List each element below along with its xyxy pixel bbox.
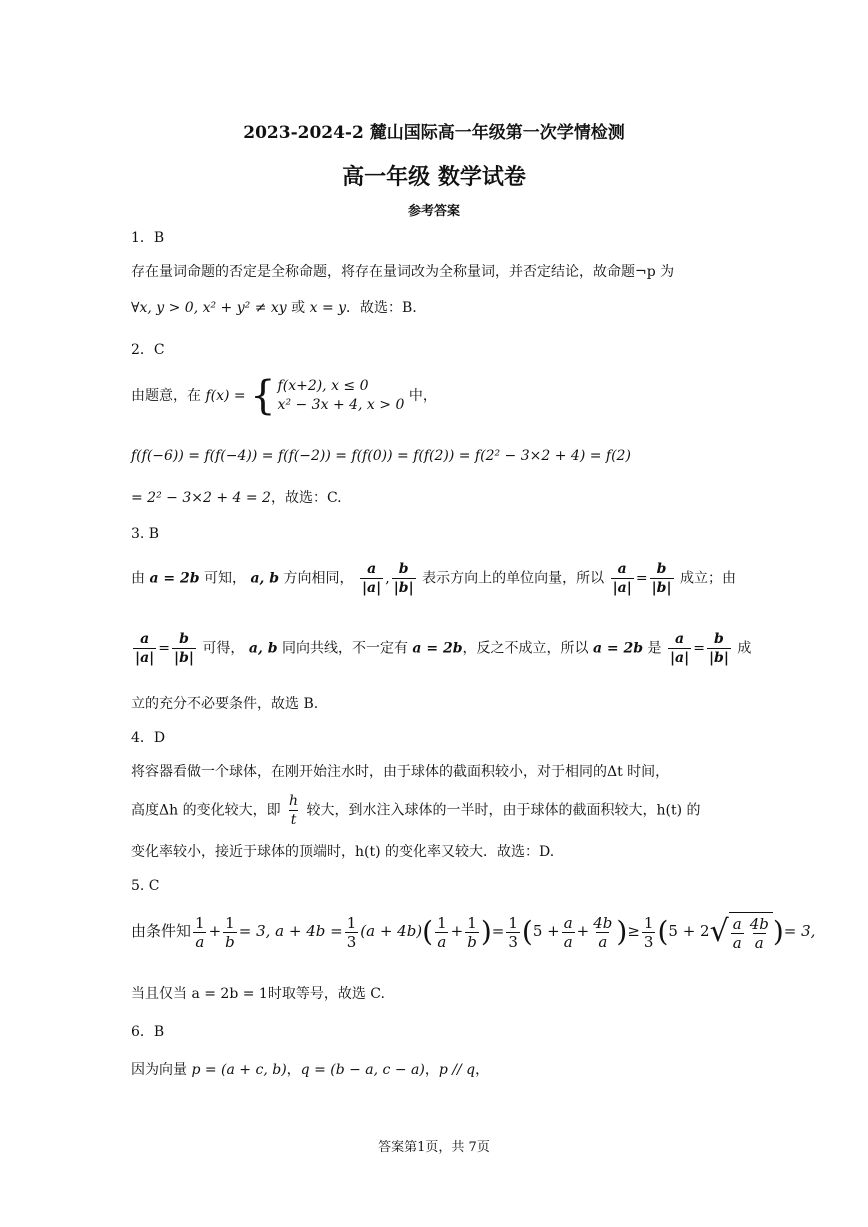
- q3-line1: 由 a = 2b 可知， a, b 方向相同， $\frac{a}{|a|}$ , $\frac{b}{|b|}$ 表示方向上的单位向量，所以 $\frac{a}{|a|}$ = $\frac{b}{|b|}$ 成立；由: [131, 561, 737, 596]
- q5-line2: 当且仅当 a = 2b = 1时取等号，故选 C.: [131, 986, 385, 1002]
- q3-l1-c: 方向相同，: [283, 570, 354, 587]
- q3-line2: $\frac{a}{|a|}$ = $\frac{b}{|b|}$ 可得， a, b 同向共线，不一定有 a = 2b，反之不成立，所以 a = 2b 是 $\frac{a}{|a|}$ = $\frac{b}{|b|}$ 成: [135, 631, 752, 666]
- answer-label: 参考答案: [407, 204, 460, 219]
- unit-vector-b: $\frac{b}{|b|}$: [174, 631, 194, 666]
- q1-line2: [131, 298, 741, 318]
- exam-title: 2023-2024-2 麓山国际高一年级第一次学情检测: [243, 123, 625, 143]
- q3-l2-d: 是: [647, 640, 662, 657]
- q1-line1: 存在量词命题的否定是全称命题，将存在量词改为全称量词，并否定结论，故命题¬p 为: [131, 264, 675, 280]
- q6-answer: 6．B: [131, 1024, 165, 1040]
- q2-chain-math: f(f(−6)) = f(f(−4)) = f(f(−2)) = f(f(0)) = f(f(2)) = f(2² − 3×2 + 4) = f(2): [131, 448, 631, 464]
- q1-equal-math: x = y: [309, 300, 347, 316]
- page-footer: 答案第1页，共 7页: [378, 1140, 490, 1155]
- q2-case1: f(x+2), x ≤ 0: [277, 378, 369, 394]
- q3-l2-c: ，反之不成立，所以: [462, 640, 589, 657]
- unit-vector-a: $\frac{a}{|a|}$: [135, 631, 155, 666]
- unit-vector-a: $\frac{a}{|a|}$: [612, 561, 632, 596]
- q6-p-vector: p = (a + c, b): [191, 1062, 287, 1078]
- q4-l2-b: 较大，到水注入球体的一半时，由于球体的截面积较大，h(t) 的: [306, 802, 701, 819]
- q6-parallel: p // q: [438, 1062, 476, 1078]
- q5-mid1: = 3, a + 4b =: [238, 922, 343, 940]
- unit-vector-a: $\frac{a}{|a|}$: [361, 561, 382, 596]
- q3-l1-a: 由: [131, 570, 145, 587]
- q2-result: [131, 488, 741, 508]
- unit-vector-a: $\frac{a}{|a|}$: [669, 631, 690, 666]
- h-over-t: $\frac{h}{t}$: [289, 793, 299, 828]
- left-brace: {: [250, 373, 276, 419]
- q2-result-end: ，故选：C.: [270, 490, 342, 506]
- unit-vector-b: $\frac{b}{|b|}$: [708, 631, 729, 666]
- q6-q-vector: q = (b − a, c − a): [300, 1062, 425, 1078]
- q2-fx: f(x) =: [205, 388, 246, 404]
- q2-result-math: = 2² − 3×2 + 4 = 2: [131, 490, 271, 506]
- q4-l2-a: 高度Δh 的变化较大，即: [131, 802, 281, 819]
- q1-answer: 1．B: [131, 230, 165, 246]
- q4-line3: 变化率较小，接近于球体的顶端时，h(t) 的变化率又较大．故选：D.: [131, 844, 555, 860]
- sqrt-symbol: √ $\frac{a}{a}$ $\frac{4b}{a}$: [710, 912, 773, 952]
- q5-tail: = 3,: [783, 922, 816, 940]
- q3-l2-b: 同向共线，不一定有: [281, 640, 408, 657]
- q2-piecewise-line: [131, 373, 741, 419]
- q1-negation-math: ∀x, y > 0, x² + y² ≠ xy: [131, 300, 287, 316]
- q5-answer: 5. C: [131, 878, 160, 894]
- q3-ab: a, b: [250, 570, 280, 587]
- exam-subtitle: 高一年级 数学试卷: [342, 164, 526, 190]
- q3-line3: 立的充分不必要条件，故选 B.: [131, 696, 319, 712]
- unit-vector-b: $\frac{b}{|b|}$: [393, 561, 414, 596]
- q4-answer: 4．D: [131, 730, 166, 746]
- q3-l1-e: 成立；由: [680, 570, 737, 587]
- q3-a-eq-2b: a = 2b: [149, 570, 200, 587]
- q4-line2: [131, 792, 741, 829]
- q3-l2-a: 可得，: [202, 640, 245, 657]
- q5-l1-a: 由条件知: [131, 922, 192, 940]
- q1-conclusion: ．故选：B．: [346, 300, 427, 316]
- q3-l1-b: 可知，: [204, 570, 246, 587]
- q5-mid2: (a + 4b): [360, 922, 423, 940]
- q4-line1: 将容器看做一个球体，在刚开始注水时，由于球体的截面积较小，对于相同的Δt 时间，: [131, 764, 670, 780]
- q3-answer: 3. B: [131, 526, 160, 542]
- q5-inequality: 由条件知 $\frac{1}{a}$ + $\frac{1}{b}$ = 3, a + 4b = $\frac{1}{3}$ (a + 4b)( $\frac{1}{a}$ + $\frac{1}{b}$ )= $\frac{1}{3}$ (5 + $\frac{a}{a}$ + $\frac{4b}{a}$ )≥ $\frac{1}{3}$ (5 + 2 √ $\frac{a}{a}$ $\frac{4b}{a}$ )= 3,: [131, 913, 816, 952]
- q2-case2: x² − 3x + 4, x > 0: [277, 397, 405, 413]
- q2-piecewise: [250, 373, 405, 419]
- q6-l1-a: 因为向量: [131, 1062, 187, 1078]
- q2-answer: 2．C: [131, 342, 165, 358]
- q6-line1: 因为向量 p = (a + c, b)，q = (b − a, c − a)，p // q，: [131, 1062, 490, 1078]
- q2-intro: 由题意，在: [131, 388, 201, 404]
- q3-l1-d: 表示方向上的单位向量，所以: [422, 570, 605, 587]
- q2-intro-end: 中，: [408, 388, 437, 404]
- unit-vector-b: $\frac{b}{|b|}$: [651, 561, 672, 596]
- q1-or: 或: [291, 300, 306, 316]
- q3-l2-e: 成: [737, 640, 752, 657]
- q2-chain: [131, 446, 741, 466]
